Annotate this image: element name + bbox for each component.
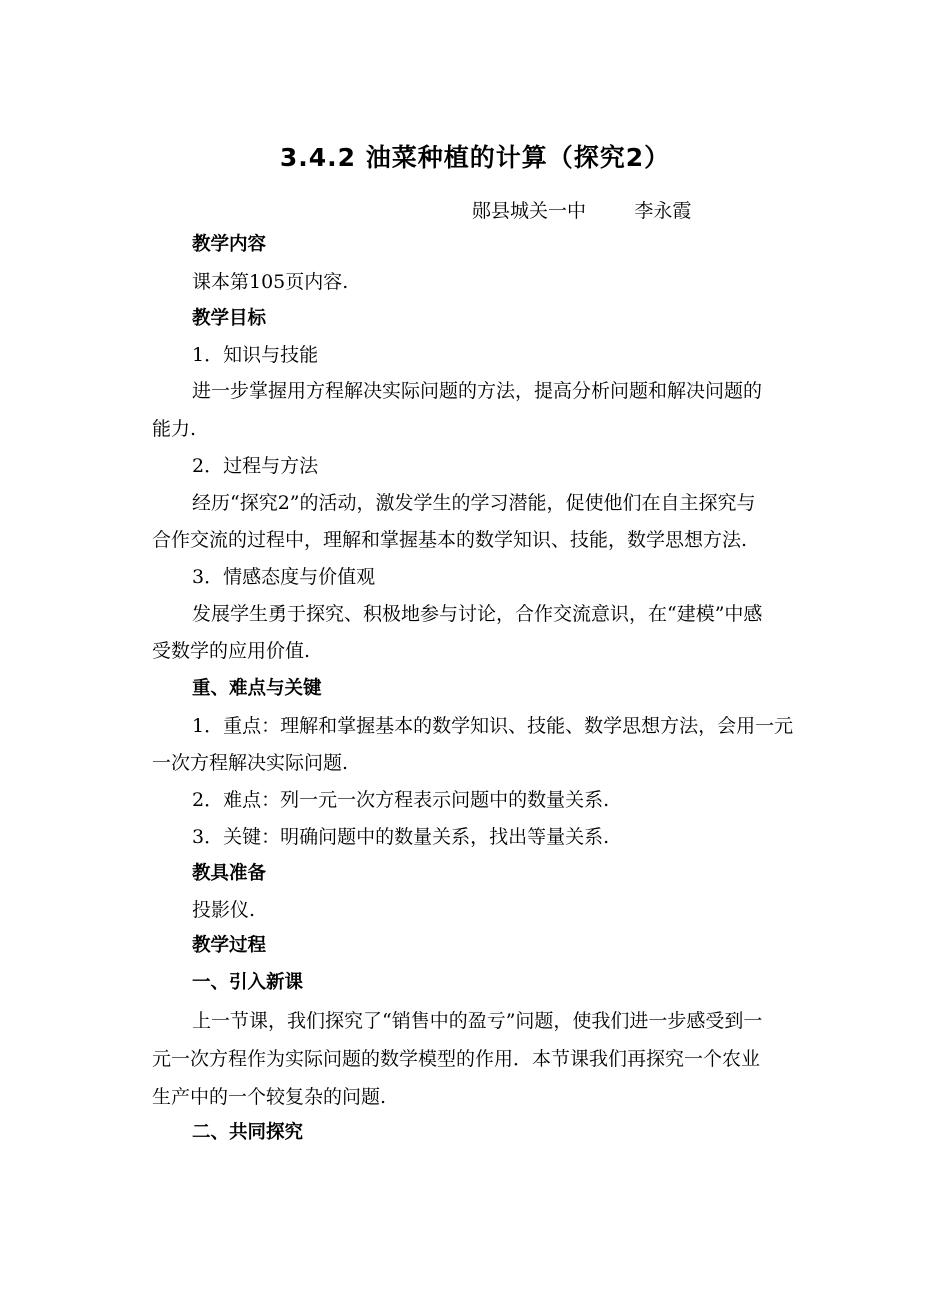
author-name: 李永霞 bbox=[634, 200, 692, 222]
body-line: 能力. bbox=[152, 418, 197, 440]
section-heading-key-points: 重、难点与关键 bbox=[192, 678, 322, 699]
document-title: 3.4.2 油菜种植的计算（探究2） bbox=[279, 143, 671, 172]
body-line: 一次方程解决实际问题. bbox=[152, 752, 349, 774]
section-heading-objectives: 教学目标 bbox=[192, 308, 267, 329]
body-line: 上一节课，我们探究了“销售中的盈亏”问题，使我们进一步感受到一 bbox=[192, 1010, 763, 1032]
body-line: 1．重点：理解和掌握基本的数学知识、技能、数学思想方法，会用一元 bbox=[192, 715, 794, 737]
body-line: 2．过程与方法 bbox=[192, 455, 319, 477]
subsection-heading-intro: 一、引入新课 bbox=[192, 972, 304, 993]
body-line: 2．难点：列一元一次方程表示问题中的数量关系. bbox=[192, 789, 610, 811]
body-line: 合作交流的过程中，理解和掌握基本的数学知识、技能，数学思想方法. bbox=[152, 529, 748, 551]
body-line: 发展学生勇于探究、积极地参与讨论，合作交流意识，在“建模”中感 bbox=[192, 603, 763, 625]
author-line bbox=[472, 196, 691, 226]
body-line: 进一步掌握用方程解决实际问题的方法，提高分析问题和解决问题的 bbox=[192, 380, 763, 402]
body-line: 受数学的应用价值. bbox=[152, 640, 311, 662]
section-heading-materials: 教具准备 bbox=[192, 863, 267, 884]
body-line: 1．知识与技能 bbox=[192, 344, 319, 366]
section-heading-content: 教学内容 bbox=[192, 234, 267, 255]
body-line: 生产中的一个较复杂的问题. bbox=[152, 1086, 387, 1108]
body-line: 课本第105页内容. bbox=[192, 271, 349, 293]
body-line: 3．关键：明确问题中的数量关系，找出等量关系. bbox=[192, 826, 610, 848]
body-line: 3．情感态度与价值观 bbox=[192, 566, 376, 588]
section-heading-process: 教学过程 bbox=[192, 935, 267, 956]
body-line: 经历“探究2”的活动，激发学生的学习潜能，促使他们在自主探究与 bbox=[192, 492, 756, 514]
body-line: 元一次方程作为实际问题的数学模型的作用．本节课我们再探究一个农业 bbox=[152, 1048, 761, 1070]
author-school: 郧县城关一中 bbox=[472, 200, 587, 222]
subsection-heading-explore: 二、共同探究 bbox=[192, 1122, 304, 1143]
body-line: 投影仪. bbox=[192, 899, 256, 921]
